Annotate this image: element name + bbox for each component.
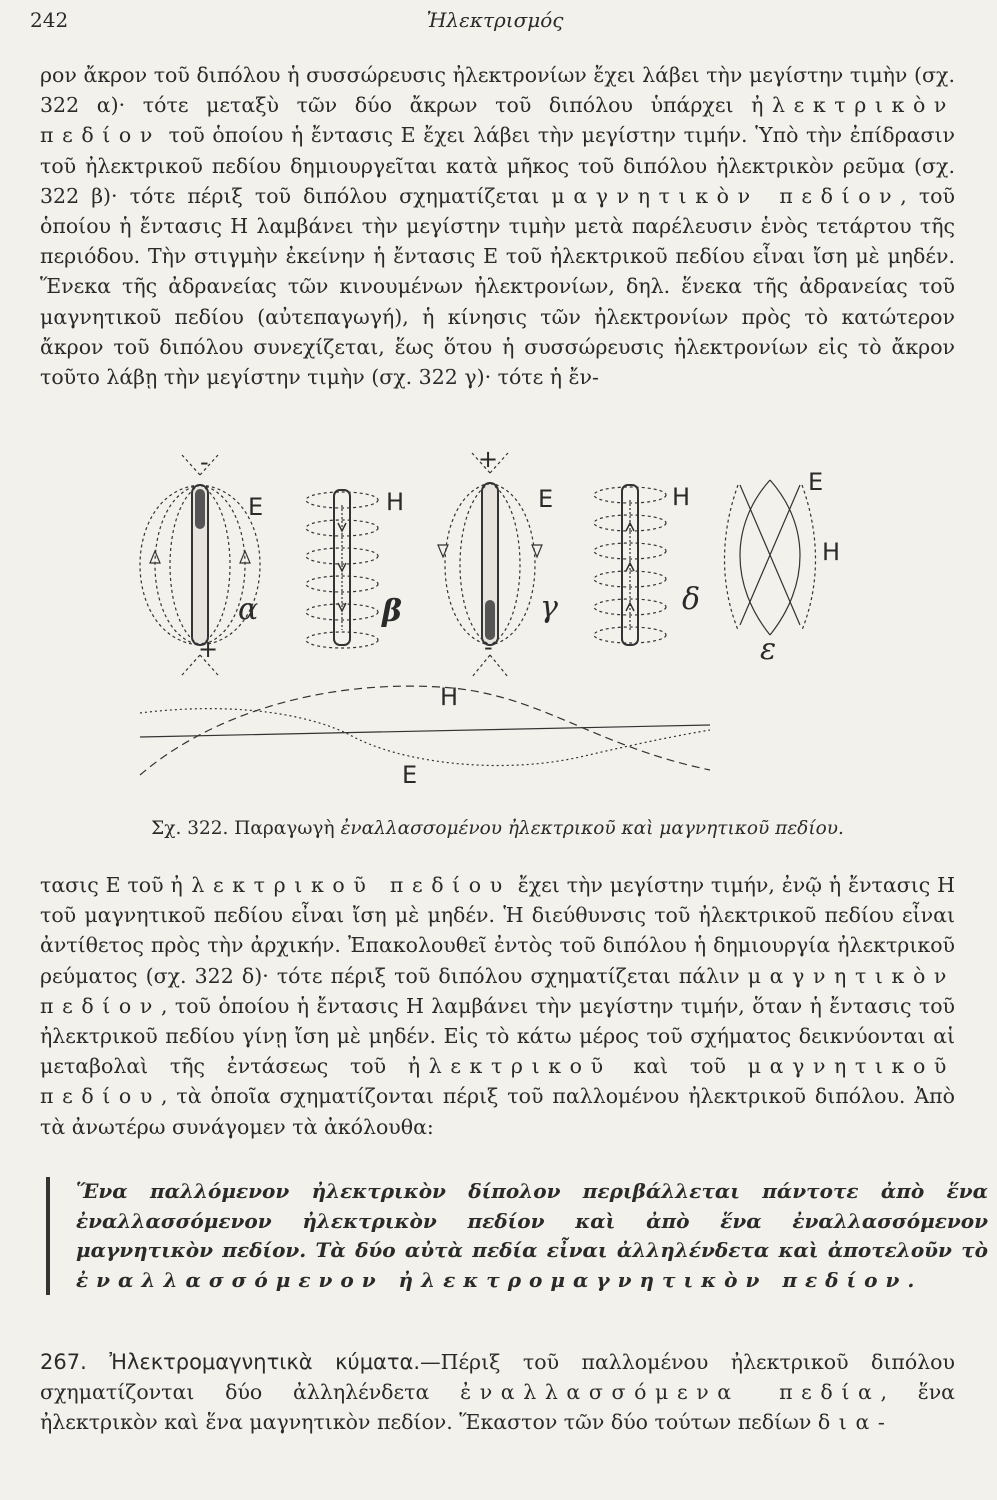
label-minus-gamma: - [484,633,493,661]
label-E-epsilon: Ε [808,468,824,496]
label-gamma: γ [540,590,558,625]
label-H-delta: Η [672,483,691,511]
figure-322 [120,445,860,815]
text-run: τασις Ε τοῦ [40,873,171,897]
dipole-delta [594,485,666,645]
spaced-term: ἐναλλασσόμενον ἠλεκτρομαγνητικὸν πεδίον. [76,1267,923,1292]
section-267 [40,1347,955,1438]
text-run: ρον ἄκρον τοῦ διπόλου ἡ συσσώρευσις ἠλεκτρονίων ἔχει λάβει τὴν μεγίστην τιμὴν (σχ. 322 α)· τότε μεταξὺ τῶν δύο ἄκρων τοῦ διπόλου ὑπάρχει [40,63,955,118]
label-plus-gamma: + [478,445,499,473]
page-header [30,8,960,38]
label-E-wave: Ε [402,761,418,789]
text-run: —Πέριξ τοῦ παλλομένου ἠλεκτρικοῦ διπόλου σχηματίζονται δύο ἀλληλένδετα [40,1350,955,1405]
wave-diagram [140,683,710,775]
label-H-epsilon: Η [822,538,841,566]
figure-caption [40,818,955,839]
label-E-alpha: Ε [248,493,264,521]
dipole-beta [306,490,378,648]
label-plus-alpha: + [198,635,219,663]
label-delta: δ [682,582,701,617]
spaced-term: μαγνητικὸν πεδίον [551,183,901,208]
emphasis-text [76,1177,988,1295]
spaced-term: ἠλεκτρικοῦ πεδίου [170,873,511,897]
spaced-term: μαγνητικὸν πεδίον [40,963,955,1018]
page-number: 242 [30,8,69,32]
label-epsilon: ε [760,632,777,667]
text-run: , τὰ ὁποῖα σχηματίζονται πέριξ τοῦ παλλομένου ἠλεκτρικοῦ διπόλου. Ἀπὸ τὰ ἀνωτέρω συνάγομεν τὰ ἀκόλουθα: [40,1084,955,1139]
label-alpha: α [238,592,259,627]
spaced-term: ἠλεκτρικοῦ [407,1054,612,1079]
section-heading: 267. Ἠλεκτρομαγνητικὰ κύματα. [40,1350,421,1374]
text-run: τοῦ ὁποίου ἡ ἔντασις Ε ἔχει λάβει τὴν μεγίστην τιμήν. Ὑπὸ τὴν ἐπίδρασιν τοῦ ἠλεκτρικοῦ πεδίου δημιουργεῖται κατὰ μῆκος τοῦ διπόλου ἠλεκτρικὸν ρεῦμα (σχ. 322 β)· τότε πέριξ τοῦ διπόλου σχηματίζεται [40,123,955,208]
running-title: Ἠλεκτρισμός [426,8,564,32]
label-E-gamma: Ε [538,485,554,513]
text-run: , τοῦ ὁποίου ἡ ἔντασις Η λαμβάνει τὴν μεγίστην τιμὴν μετὰ παρέλευσιν ἑνὸς τετάρτου τῆς περιόδου. Τὴν στιγμὴν ἐκείνην ἡ ἔντασις Ε τοῦ ἠλεκτρικοῦ πεδίου εἶναι ἴση μὲ μηδέν. Ἕνεκα τῆς ἀδρανείας τῶν κινουμένων ἠλεκτρονίων, δηλ. ἕνεκα τῆς ἀδρανείας τοῦ μαγνητικοῦ πεδίου (αὐτεπαγωγή), ἡ κίνησις τῶν ἠλεκτρονίων πρὸς τὸ κατώτερον ἄκρον τοῦ διπόλου συνεχίζεται, ἕως ὅτου ἡ συσσώρευσις ἠλεκτρονίων εἰς τὸ ἄκρον τοῦτο λάβῃ τὴν μεγίστην τιμὴν (σχ. 322 γ)· τότε ἡ ἔν- [40,183,955,390]
text-run: , τοῦ ὁποίου ἡ ἔντασις Η λαμβάνει τὴν μεγίστην τιμήν, ὅταν ἡ ἔντασις τοῦ ἠλεκτρικοῦ πεδίου γίνῃ ἴση μὲ μηδέν. Εἰς τὸ κάτω μέρος τοῦ σχήματος δεικνύονται αἱ μεταβολαὶ τῆς ἐντάσεως τοῦ [40,993,955,1079]
caption-italic: ἐναλλασσομένου ἠλεκτρικοῦ καὶ μαγνητικοῦ πεδίου. [340,818,844,839]
figure-drawing [120,445,860,815]
caption-prefix: Σχ. 322. Παραγωγὴ [151,818,341,839]
paragraph-1 [40,60,955,392]
spaced-term: μαγνητικοῦ πεδίου [40,1054,955,1109]
label-H-wave: Η [440,683,459,711]
text-run: Ἕνα παλλόμενον ἠλεκτρικὸν δίπολον περιβάλλεται πάντοτε ἀπὸ ἕνα ἐναλλασσόμενον ἠλεκτρικὸν πεδίον καὶ ἀπὸ ἕνα ἐναλλασσόμενον μαγνητικὸν πεδίον. Τὰ δύο αὐτὰ πεδία εἶναι ἀλληλένδετα καὶ ἀποτελοῦν τὸ [76,1179,988,1262]
label-beta: β [382,594,402,629]
spaced-term: δια- [817,1410,894,1435]
text-run: ἔχει τὴν μεγίστην τιμήν, ἐνῷ ἡ ἔντασις Η τοῦ μαγνητικοῦ πεδίου εἶναι ἴση μὲ μηδέν. Ἡ διεύθυνσις τοῦ ἠλεκτρικοῦ πεδίου εἶναι ἀντίθετος πρὸς τὴν ἀρχικήν. Ἐπακολουθεῖ ἐντὸς τοῦ διπόλου ἡ δημιουργία ἠλεκτρικοῦ ρεύματος (σχ. 322 δ)· τότε πέριξ τοῦ διπόλου σχηματίζεται πάλιν [40,873,956,988]
text-run: καὶ τοῦ [611,1054,748,1079]
label-minus-alpha: - [200,448,209,476]
emphasis-block [46,1177,988,1295]
label-H-beta: Η [386,488,405,516]
spaced-term: ἐναλλασσόμενα πεδία [460,1380,881,1405]
text-run: , ἕνα ἠλεκτρικὸν καὶ ἕνα μαγνητικὸν πεδίον. Ἕκαστον τῶν δύο τούτων πεδίων [40,1380,955,1435]
field-pattern-epsilon [725,480,816,635]
paragraph-2 [40,870,955,1142]
spaced-term: ἠλεκτρικὸν πεδίον [40,93,955,148]
